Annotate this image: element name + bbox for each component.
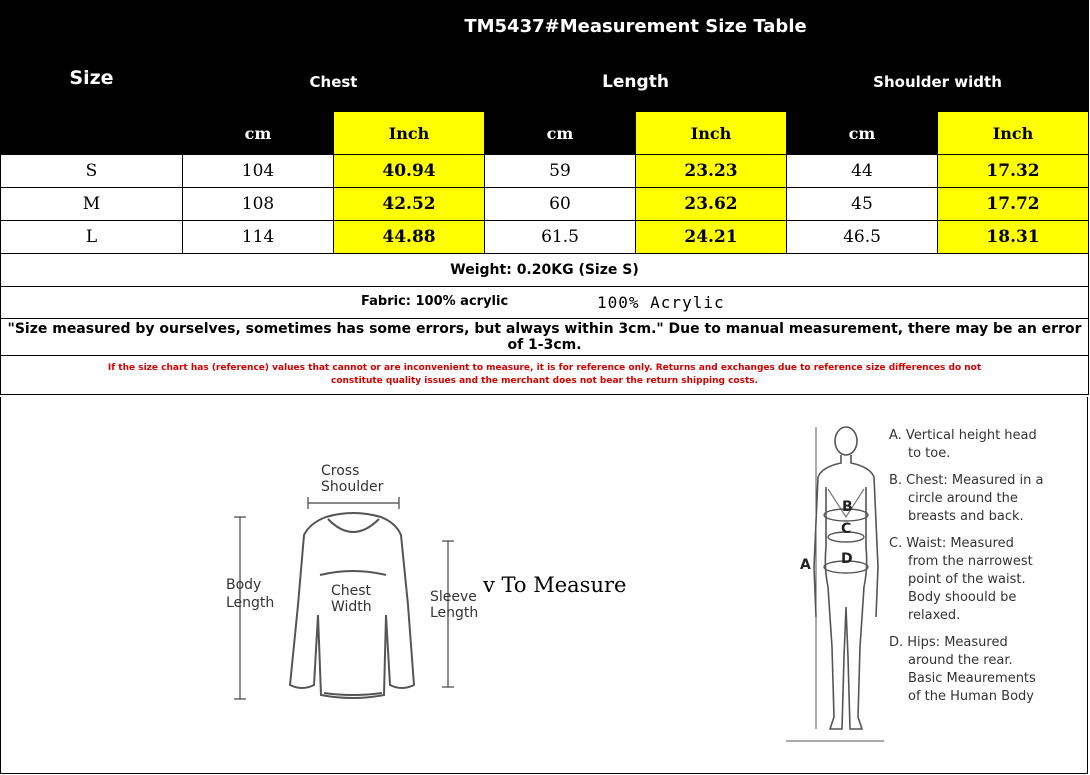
cross-shoulder-label: Shoulder (321, 479, 384, 495)
chest-inch-cell: 40.94 (334, 155, 485, 188)
fabric-row (1, 287, 1089, 319)
shoulder-cm-cell: 45 (787, 188, 938, 221)
weight-note: Weight: 0.20KG (Size S) (1, 254, 1089, 287)
legend-c: point of the waist. (908, 572, 1026, 587)
length-inch-cell: 24.21 (636, 221, 787, 254)
cross-shoulder-label: Cross (321, 463, 360, 479)
body-length-label: Length (226, 595, 275, 611)
chest-cm-cell: 114 (183, 221, 334, 254)
how-to-measure-title: v To Measure (483, 573, 627, 597)
fabric-value: 100% Acrylic (597, 293, 725, 312)
size-cell: L (1, 221, 183, 254)
shoulder-inch-cell: 17.32 (938, 155, 1089, 188)
legend-b: breasts and back. (908, 509, 1024, 524)
measurement-guide (0, 397, 1088, 774)
sweater-diagram (216, 455, 506, 700)
disclaimer-line: If the size chart has (reference) values that cannot or are inconvenient to measure, it is for reference only. Returns and exchanges due to reference size differences do not (107, 363, 982, 373)
legend-d: around the rear. (908, 653, 1013, 668)
figure-letter-d: D (841, 551, 853, 567)
length-inch-cell: 23.62 (636, 188, 787, 221)
legend-c: Body shoould be (908, 590, 1017, 605)
unit-cm: cm (787, 112, 938, 155)
body-figure-diagram (786, 417, 886, 747)
measure-error-note: "Size measured by ourselves, sometimes has some errors, but always within 3cm." Due to manual measurement, there may be an error of 1-3cm. (1, 319, 1089, 356)
table-row (1, 188, 1089, 221)
shoulder-inch-cell: 17.72 (938, 188, 1089, 221)
shoulder-cm-cell: 46.5 (787, 221, 938, 254)
size-header: Size (1, 1, 183, 155)
unit-inch: Inch (334, 112, 485, 155)
length-cm-cell: 59 (485, 155, 636, 188)
chest-inch-cell: 42.52 (334, 188, 485, 221)
legend-b: B. Chest: Measured in a (889, 473, 1044, 488)
chest-cm-cell: 108 (183, 188, 334, 221)
shoulder-inch-cell: 18.31 (938, 221, 1089, 254)
legend-c: C. Waist: Measured (889, 536, 1014, 551)
legend-d: Basic Meaurements (908, 671, 1036, 686)
chest-width-label: Width (331, 599, 372, 615)
chest-inch-cell: 44.88 (334, 221, 485, 254)
figure-letter-b: B (842, 499, 853, 515)
sleeve-length-label: Length (430, 605, 479, 621)
legend-a: A. Vertical height head (889, 428, 1037, 443)
figure-letter-c: C (841, 521, 852, 537)
legend-c: from the narrowest (908, 554, 1033, 569)
chest-cm-cell: 104 (183, 155, 334, 188)
size-cell: M (1, 188, 183, 221)
length-cm-cell: 60 (485, 188, 636, 221)
fabric-label: Fabric: 100% acrylic (361, 294, 509, 309)
measurement-legend (889, 427, 1069, 715)
shoulder-cm-cell: 44 (787, 155, 938, 188)
table-title: TM5437#Measurement Size Table (183, 1, 1089, 53)
length-cm-cell: 61.5 (485, 221, 636, 254)
unit-inch: Inch (938, 112, 1089, 155)
shoulder-header: Shoulder width (787, 53, 1089, 112)
length-header: Length (485, 53, 787, 112)
reference-disclaimer (1, 356, 1089, 395)
figure-letter-a: A (800, 557, 811, 573)
legend-d: D. Hips: Measured (889, 635, 1008, 650)
legend-b: circle around the (908, 491, 1018, 506)
table-row (1, 155, 1089, 188)
table-row (1, 221, 1089, 254)
length-inch-cell: 23.23 (636, 155, 787, 188)
unit-inch: Inch (636, 112, 787, 155)
unit-cm: cm (183, 112, 334, 155)
unit-cm: cm (485, 112, 636, 155)
legend-a: to toe. (908, 446, 951, 461)
legend-d: of the Human Body (908, 689, 1034, 704)
disclaimer-line: constitute quality issues and the merchant does not bear the return shipping costs. (330, 376, 759, 386)
sleeve-length-label: Sleeve (430, 589, 477, 605)
chest-width-label: Chest (331, 583, 372, 599)
legend-c: relaxed. (908, 608, 961, 623)
size-cell: S (1, 155, 183, 188)
chest-header: Chest (183, 53, 485, 112)
body-length-label: Body (226, 577, 262, 593)
